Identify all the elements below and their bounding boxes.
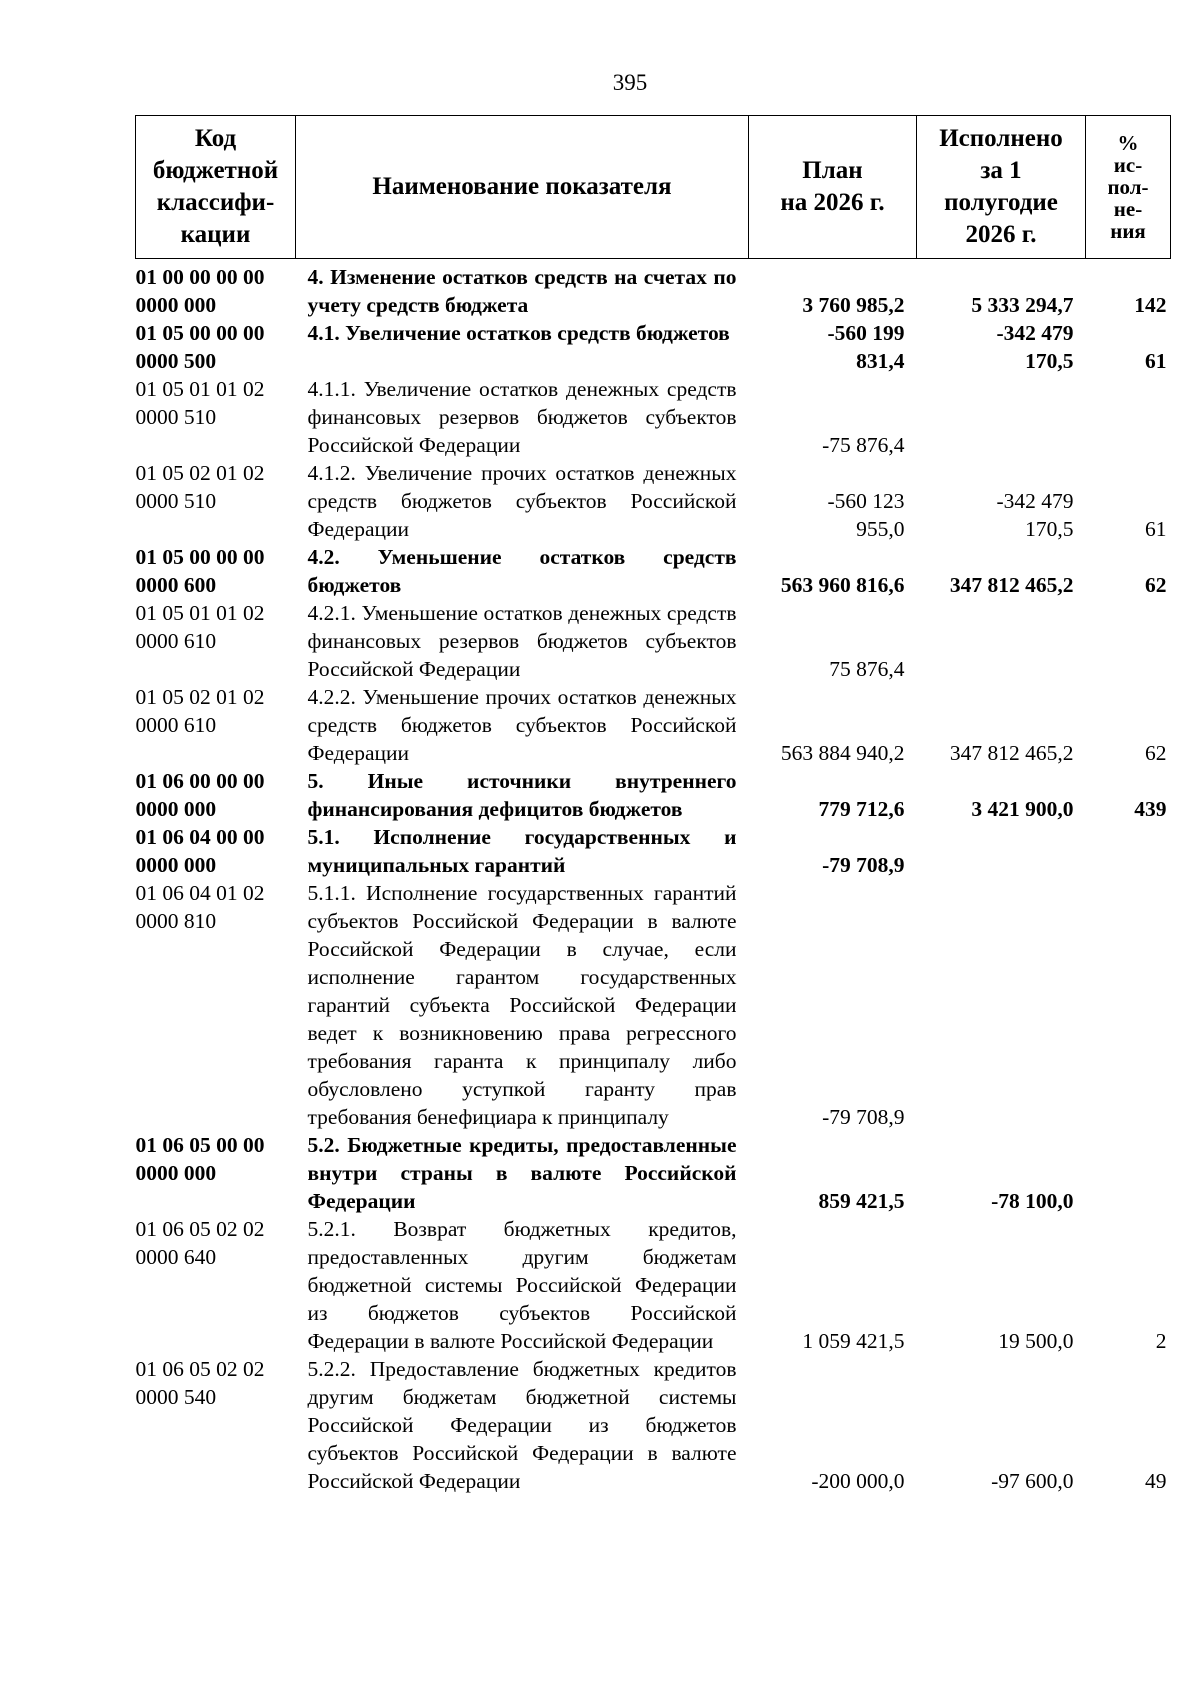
row-percent: 2 <box>1155 1329 1167 1353</box>
row-plan: 3 760 985,2 <box>802 293 905 317</box>
row-code: 01 05 00 00 00 0000 500 <box>135 321 265 373</box>
header-plan: План на 2026 г. <box>749 116 917 259</box>
row-name: 4.2. Уменьшение остатков средств бюджетов <box>307 545 737 597</box>
row-code: 01 05 01 01 02 0000 510 <box>135 377 265 429</box>
table-row <box>136 823 1171 879</box>
row-executed <box>917 823 1086 879</box>
row-executed: 19 500,0 <box>998 1329 1074 1353</box>
table-row <box>136 1131 1171 1215</box>
row-percent: 62 <box>1145 741 1167 765</box>
row-percent <box>1086 823 1171 879</box>
header-code: Код бюджетной классифи- кации <box>136 116 296 259</box>
budget-sources-table <box>135 115 1171 1495</box>
table-row <box>136 459 1171 543</box>
row-percent: 61 <box>1145 517 1167 541</box>
row-plan: -200 000,0 <box>811 1469 905 1493</box>
row-name: 5.2. Бюджетные кредиты, предоставленные внутри страны в валюте Российской Федерации <box>307 1133 737 1213</box>
row-percent: 142 <box>1134 293 1167 317</box>
row-percent: 49 <box>1145 1469 1167 1493</box>
row-percent <box>1086 879 1171 1131</box>
table-row <box>136 683 1171 767</box>
header-executed: Исполнено за 1 полугодие 2026 г. <box>917 116 1086 259</box>
row-code: 01 00 00 00 00 0000 000 <box>135 265 265 317</box>
header-name: Наименование показателя <box>296 116 749 259</box>
row-percent: 61 <box>1145 349 1167 373</box>
row-executed <box>917 599 1086 683</box>
row-executed: -342 479 170,5 <box>996 321 1074 373</box>
row-plan: -560 199 831,4 <box>827 321 905 373</box>
row-percent <box>1086 1131 1171 1215</box>
row-code: 01 05 00 00 00 0000 600 <box>135 545 265 597</box>
row-executed: 3 421 900,0 <box>971 797 1074 821</box>
table-row <box>136 543 1171 599</box>
row-plan: -79 708,9 <box>822 853 905 877</box>
row-plan: -79 708,9 <box>822 1105 905 1129</box>
row-code: 01 06 05 02 02 0000 540 <box>135 1357 265 1409</box>
table-row <box>136 259 1171 320</box>
row-executed: -97 600,0 <box>991 1469 1074 1493</box>
table-body <box>136 259 1171 1496</box>
table-row <box>136 767 1171 823</box>
row-name: 5.2.2. Предоставление бюджетных кредитов другим бюджетам бюджетной системы Российской Федерации из бюджетов субъектов Российской Федерации в валюте Российской Федерации <box>307 1357 737 1493</box>
row-name: 5. Иные источники внутреннего финансирования дефицитов бюджетов <box>307 769 737 821</box>
row-plan: -75 876,4 <box>822 433 905 457</box>
row-executed <box>917 879 1086 1131</box>
row-percent <box>1086 599 1171 683</box>
table-row <box>136 879 1171 1131</box>
row-plan: 75 876,4 <box>829 657 905 681</box>
row-name: 5.2.1. Возврат бюджетных кредитов, предоставленных другим бюджетам бюджетной системы Российской Федерации из бюджетов субъектов Российской Федерации в валюте Российской Федерации <box>307 1217 737 1353</box>
row-name: 4.1. Увеличение остатков средств бюджетов <box>307 321 730 345</box>
row-name: 4.2.1. Уменьшение остатков денежных средств финансовых резервов бюджетов субъектов Российской Федерации <box>307 601 737 681</box>
row-code: 01 06 05 02 02 0000 640 <box>135 1217 265 1269</box>
row-name: 4.1.2. Увеличение прочих остатков денежных средств бюджетов субъектов Российской Федерации <box>307 461 737 541</box>
row-name: 4.2.2. Уменьшение прочих остатков денежных средств бюджетов субъектов Российской Федерации <box>307 685 737 765</box>
row-executed: -78 100,0 <box>991 1189 1074 1213</box>
row-code: 01 05 02 01 02 0000 510 <box>135 461 265 513</box>
row-plan: 1 059 421,5 <box>802 1329 905 1353</box>
row-name: 5.1. Исполнение государственных и муниципальных гарантий <box>307 825 737 877</box>
row-executed: 5 333 294,7 <box>971 293 1074 317</box>
row-name: 4.1.1. Увеличение остатков денежных средств финансовых резервов бюджетов субъектов Российской Федерации <box>307 377 737 457</box>
row-executed: 347 812 465,2 <box>949 741 1074 765</box>
row-plan: 779 712,6 <box>818 797 905 821</box>
row-plan: 563 960 816,6 <box>780 573 905 597</box>
row-percent: 439 <box>1134 797 1167 821</box>
table-row <box>136 319 1171 375</box>
row-percent <box>1086 375 1171 459</box>
row-name: 5.1.1. Исполнение государственных гарантий субъектов Российской Федерации в валюте Российской Федерации в случае, если исполнение гарантом государственных гарантий субъекта Российской Федерации ведет к возникновению права регрессного требования гаранта к принципалу либо обусловлено уступкой гаранту прав требования бенефициара к принципалу <box>307 881 737 1129</box>
table-header-row <box>136 116 1171 259</box>
row-code: 01 05 02 01 02 0000 610 <box>135 685 265 737</box>
row-executed: 347 812 465,2 <box>949 573 1074 597</box>
row-code: 01 06 05 00 00 0000 000 <box>135 1133 265 1185</box>
table-row <box>136 599 1171 683</box>
row-code: 01 06 04 00 00 0000 000 <box>135 825 265 877</box>
row-code: 01 05 01 01 02 0000 610 <box>135 601 265 653</box>
page-number: 395 <box>612 70 648 95</box>
row-executed: -342 479 170,5 <box>996 489 1074 541</box>
table-row <box>136 1215 1171 1355</box>
row-plan: 563 884 940,2 <box>780 741 905 765</box>
row-plan: 859 421,5 <box>818 1189 905 1213</box>
row-plan: -560 123 955,0 <box>827 489 905 541</box>
table-row <box>136 1355 1171 1495</box>
row-percent: 62 <box>1145 573 1167 597</box>
row-executed <box>917 375 1086 459</box>
row-code: 01 06 04 01 02 0000 810 <box>135 881 265 933</box>
row-code: 01 06 00 00 00 0000 000 <box>135 769 265 821</box>
row-name: 4. Изменение остатков средств на счетах по учету средств бюджета <box>307 265 737 317</box>
header-percent: % ис- пол- не- ния <box>1086 116 1171 259</box>
table-row <box>136 375 1171 459</box>
